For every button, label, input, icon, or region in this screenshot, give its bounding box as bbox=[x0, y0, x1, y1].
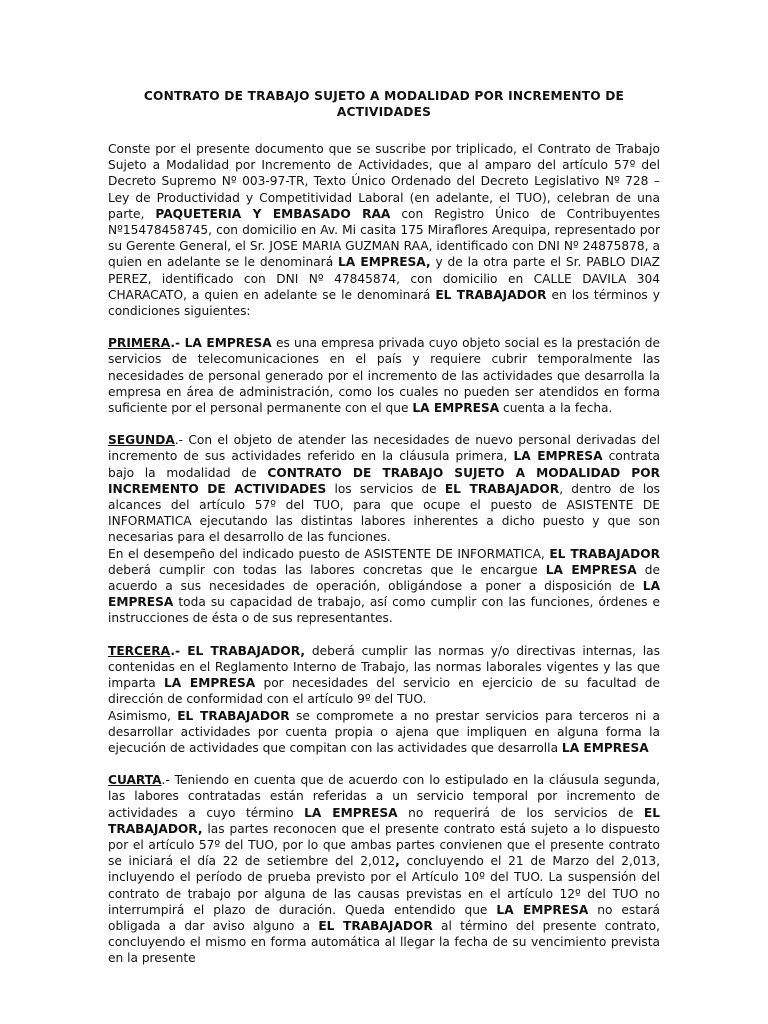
clause-text: .- bbox=[170, 336, 185, 351]
clause-text: .- bbox=[170, 643, 188, 658]
clause-text: , bbox=[395, 854, 400, 869]
clause-text: toda su capacidad de trabajo, así como cumplir con las funciones, órdenes e instrucciones de ésta o de sus representantes. bbox=[108, 595, 660, 626]
clause-cuarta bbox=[108, 772, 660, 966]
party-employer: LA EMPRESA bbox=[412, 401, 500, 416]
clause-heading: CUARTA bbox=[108, 773, 162, 788]
clause-text: Asimismo, bbox=[108, 708, 178, 723]
clause-text: cuenta a la fecha. bbox=[499, 401, 613, 416]
party-employer: LA EMPRESA bbox=[496, 902, 589, 917]
party-employer: LA EMPRESA bbox=[513, 449, 603, 464]
clause-text: .- Con el objeto de atender las necesidades de nuevo personal derivadas del incremento de sus actividades referido en la cláusula primera, bbox=[108, 433, 660, 464]
party-employer: LA EMPRESA bbox=[545, 562, 637, 577]
party-worker: EL TRABAJADOR bbox=[177, 708, 290, 723]
party-employer: LA EMPRESA bbox=[561, 740, 649, 755]
party-worker: EL TRABAJADOR bbox=[435, 287, 547, 302]
party-employer: LA EMPRESA bbox=[304, 805, 398, 820]
clause-tercera-continued bbox=[108, 708, 660, 757]
clause-text: de acuerdo a sus necesidades de operación, obligándose a poner a disposición de bbox=[108, 562, 661, 594]
intro-text: en los términos y condiciones siguientes: bbox=[108, 287, 660, 319]
clause-tercera bbox=[108, 643, 660, 708]
party-worker: EL TRABAJADOR, bbox=[187, 643, 306, 658]
clause-text: deberá cumplir con todas las labores concretas que le encargue bbox=[108, 562, 546, 577]
clause-text: contrata bajo la modalidad de bbox=[108, 449, 660, 480]
clause-text: los servicios de bbox=[326, 481, 445, 496]
intro-text: con Registro Único de Contribuyentes Nº15478458745, con domicilio en Av. Mi casita 175 Miraflores Arequipa, representado por su Gerente General, el Sr. JOSE MARIA GUZMAN RAA, identificado con DNI Nº 24875878, a quien en adelante se le denominará bbox=[108, 206, 660, 270]
clause-text: .- Teniendo en cuenta que de acuerdo con lo estipulado en la cláusula segunda, las labores contratadas están referidas a un servicio temporal por incremento de actividades a cuyo término bbox=[108, 773, 660, 820]
clause-text: no requerirá de los servicios de bbox=[397, 805, 644, 820]
party-employer: LA EMPRESA bbox=[164, 676, 256, 691]
clause-text: las partes reconocen que el presente contrato está sujeto a lo dispuesto por el artículo 57º del TUO, por lo que ambas partes convienen que el presente contrato se iniciará el día 22 de setiembre del 2,012 bbox=[108, 821, 660, 869]
clause-text: se compromete a no prestar servicios para terceros ni a desarrollar actividades por cuenta propia o ajena que impliquen en alguna forma la ejecución de actividades que compitan con las actividades que desarrolla bbox=[108, 708, 660, 755]
clause-heading: PRIMERA bbox=[108, 336, 171, 351]
clause-text: no estará obligada a dar aviso alguno a bbox=[108, 902, 661, 933]
intro-text: Conste por el presente documento que se suscribe por triplicado, el Contrato de Trabajo Sujeto a Modalidad por Incremento de Actividades, que al amparo del artículo 57º del Decreto Supremo Nº 003-97-TR, Texto Único Ordenado del Decreto Legislativo Nº 728 – Ley de Productividad y Competitividad Laboral (en adelante, el TUO), celebran de una parte, bbox=[108, 142, 660, 221]
clause-text: al término del presente contrato, concluyendo el mismo en forma automática al llegar la fecha de su vencimiento prevista en la presente bbox=[108, 918, 661, 966]
clause-text: por necesidades del servicio en ejercicio de su facultad de dirección de conformidad con el artículo 9º del TUO. bbox=[108, 676, 660, 707]
clause-heading: SEGUNDA bbox=[108, 433, 175, 448]
clause-segunda bbox=[108, 432, 660, 545]
clause-text: concluyendo el 21 de Marzo del 2,013, incluyendo el período de prueba previsto por el Artículo 10º del TUO. La suspensión del contrato de trabajo por alguna de las causas previstas en el artículo 12º del TUO no interrumpirá el plazo de duración. Queda entendido que bbox=[108, 854, 660, 917]
party-worker: EL TRABAJADOR bbox=[549, 546, 660, 561]
party-employer: LA EMPRESA, bbox=[338, 255, 431, 270]
document-title: CONTRATO DE TRABAJO SUJETO A MODALIDAD POR INCREMENTO DE ACTIVIDADES bbox=[143, 89, 625, 119]
clause-segunda-continued bbox=[108, 546, 660, 627]
company-name: PAQUETERIA Y EMBASADO RAA bbox=[155, 206, 391, 221]
intro-text: y de la otra parte el Sr. PABLO DIAZ PEREZ, identificado con DNI Nº 47845874, con domicilio en CALLE DAVILA 304 CHARACATO, a quien en adelante se le denominará bbox=[108, 255, 660, 302]
party-worker: EL TRABAJADOR bbox=[444, 481, 560, 496]
intro-paragraph bbox=[108, 141, 660, 319]
party-employer: LA EMPRESA bbox=[108, 579, 660, 610]
contract-type: CONTRATO DE TRABAJO SUJETO A MODALIDAD POR INCREMENTO DE ACTIVIDADES bbox=[108, 465, 660, 496]
clause-primera bbox=[108, 335, 660, 416]
party-employer: LA EMPRESA bbox=[184, 336, 272, 351]
clause-text: En el desempeño del indicado puesto de ASISTENTE DE INFORMATICA, bbox=[108, 546, 550, 561]
party-worker: EL TRABAJADOR bbox=[318, 918, 433, 933]
clause-text: es una empresa privada cuyo objeto social es la prestación de servicios de telecomunicaciones en el país y requiere cubrir temporalmente las necesidades de personal generado por el incremento de las actividades que desarrolla la empresa en área de administración, como los cuales no pueden ser atendidos en forma suficiente por el personal permanente con el que bbox=[108, 336, 660, 416]
party-worker: EL TRABAJADOR, bbox=[108, 805, 660, 836]
clause-text: deberá cumplir las normas y/o directivas internas, las contenidas en el Reglamento Interno de Trabajo, las normas laborales vigentes y las que imparta bbox=[108, 643, 660, 691]
clause-heading: TERCERA bbox=[108, 643, 171, 658]
clause-text: , dentro de los alcances del artículo 57º del TUO, para que ocupe el puesto de ASISTENTE DE INFORMATICA ejecutando las distintas labores inherentes a dicho puesto y que son necesarias para el desarrollo de las funciones. bbox=[108, 481, 661, 545]
